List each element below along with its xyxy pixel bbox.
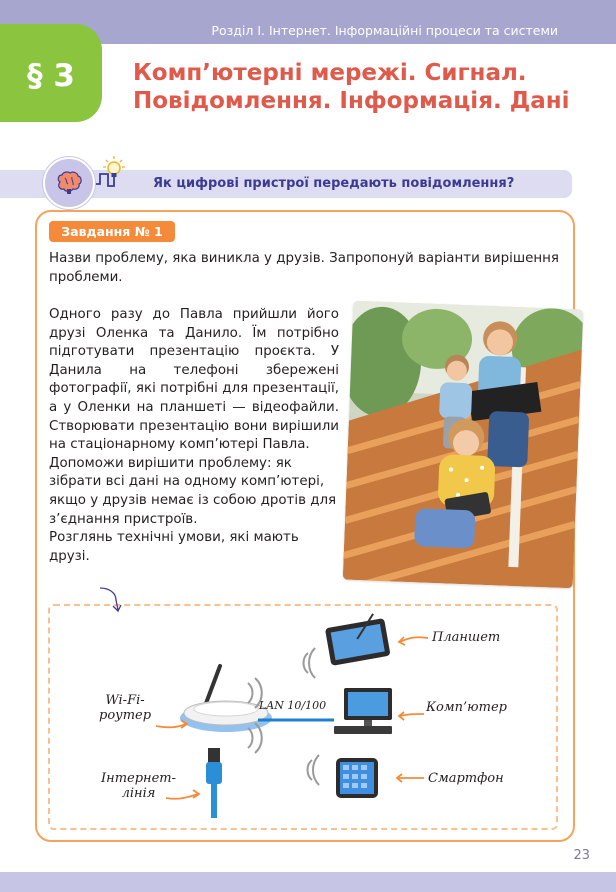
story-paragraph: Одного разу до Павла прийшли його друзі Оленка та Данило. Їм потрібно підготувати презентацію проєкта. У Данила на телефоні збережені фотографії, які потрібні для презентації, а у Оленки на планшеті — відеофайли. Створювати презентацію вони вирішили на стаціонарному комп’ютері Павла. <box>49 307 339 453</box>
section-number: § 3 <box>27 58 75 94</box>
computer-label: Комп’ютер <box>426 700 507 715</box>
tablet-label: Планшет <box>432 630 501 645</box>
task-story <box>49 306 339 566</box>
question-text: Як цифрові пристрої передають повідомлення? <box>153 176 515 191</box>
brain-icon <box>43 157 95 209</box>
router-label <box>99 693 151 723</box>
kids-on-stairs-photo <box>343 301 584 589</box>
help-paragraph: Допоможи вирішити проблему: як зібрати всі дані на одному комп’ютері, якщо у друзів немає із собою дротів для з’єднання пристроїв. <box>49 455 337 527</box>
footer-bar <box>0 872 616 892</box>
internet-label-line-2: лінія <box>121 786 156 801</box>
pointer-arrow <box>100 588 118 610</box>
internet-line-label <box>101 771 176 801</box>
tablet-icon <box>324 612 391 666</box>
note-paragraph: Розглянь технічні умови, які мають друзі. <box>49 530 299 564</box>
router-label-line-2: роутер <box>99 708 152 723</box>
smartphone-label: Смартфон <box>428 771 504 786</box>
task-prompt: Назви проблему, яка виникла у друзів. Запропонуй варіанти вирішення проблеми. <box>49 251 559 285</box>
internet-label-line-1: Інтернет- <box>101 771 177 786</box>
bulb-wire-icon <box>88 152 138 194</box>
task-label: Завдання № 1 <box>49 221 175 242</box>
smartphone-icon <box>336 758 378 798</box>
chapter-title: Розділ І. Інтернет. Інформаційні процеси та системи <box>211 23 558 38</box>
lan-label: LAN 10/100 <box>259 699 327 712</box>
router-label-line-1: Wi-Fi- <box>105 693 145 708</box>
computer-icon <box>334 688 392 734</box>
ethernet-cable-icon <box>206 748 222 818</box>
page-number: 23 <box>573 848 590 863</box>
section-title: Комп’ютерні мережі. Сигнал. Повідомлення. Інформація. Дані <box>133 60 570 114</box>
